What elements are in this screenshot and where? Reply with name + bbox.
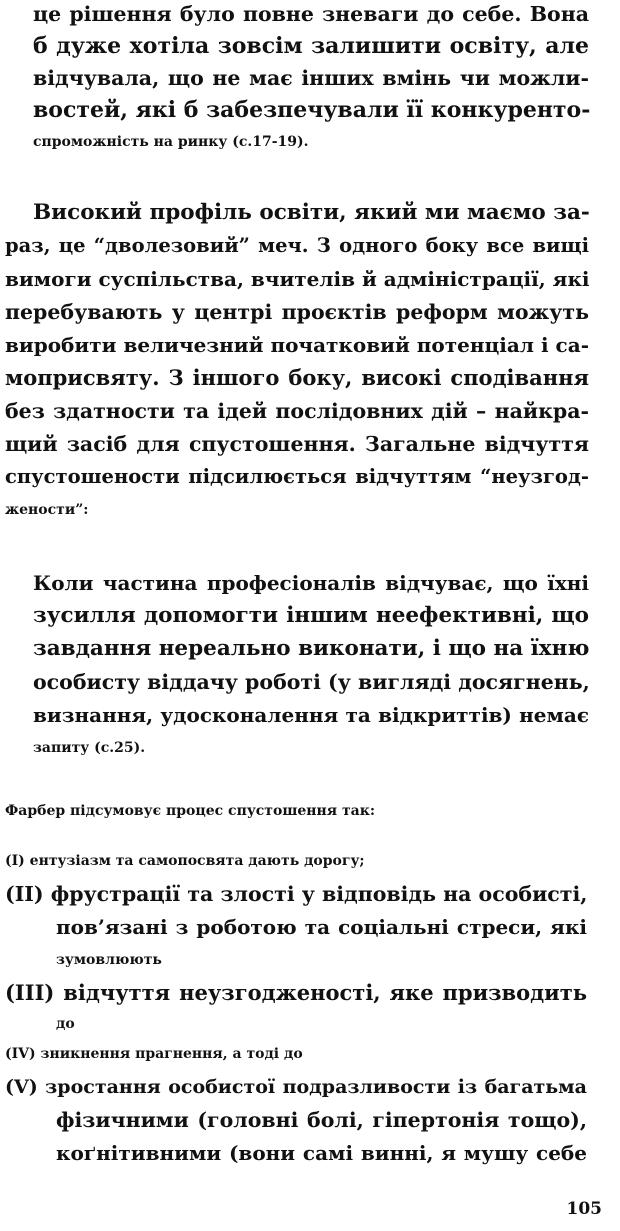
list-item: (I) ентузіазм та самопосвята дають дорогу; (5, 853, 365, 869)
text-line: щий засіб для спустошення. Загальне відчуття (5, 432, 589, 456)
text-line: Високий профіль освіти, який ми маємо за- (33, 200, 590, 225)
text-line: спроможність на ринку (с.17-19). (33, 134, 309, 150)
list-item-continuation: зумовлюють (56, 952, 162, 968)
page-number: 105 (566, 1199, 602, 1219)
text-line: відчувала, що не має інших вмінь чи можли- (33, 66, 589, 90)
list-item: (II) фрустрації та злості у відповідь на особисті, (5, 882, 588, 906)
list-item-continuation: до (56, 1016, 75, 1032)
text-line: раз, це “дволезовий” меч. З одного боку все вищі (5, 234, 589, 257)
list-item-continuation: пов’язані з роботою та соціальні стреси, які (56, 915, 587, 939)
list-item-continuation: фізичними (головні болі, гіпертонія тощо), (56, 1108, 587, 1132)
text-line: перебувають у центрі проєктів реформ можуть (5, 300, 589, 324)
list-item: (IV) зникнення прагнення, а тоді до (5, 1046, 303, 1062)
intro-line: Фарбер підсумовує процес спустошення так: (5, 803, 376, 819)
text-line: це рішення було повне зневаги до себе. Вона (33, 2, 589, 26)
quote-line: завдання нереально виконати, і що на їхню (33, 636, 590, 661)
text-line: мoприсвяту. З іншого боку, високі сподівання (5, 365, 589, 390)
quote-line: Коли частина професіоналів відчуває, що їхні (33, 571, 589, 595)
quote-line: запиту (с.25). (33, 740, 146, 756)
text-line: жености”: (5, 502, 89, 518)
text-line: востей, які б забезпечували її конкуренто- (33, 97, 591, 123)
list-item: (V) зростання особистої подразливости із багатьма (5, 1076, 587, 1098)
text-line: б дуже хотіла зовсім залишити освіту, але (33, 33, 589, 59)
text-line: вимоги суспільства, вчителів й адміністрації, які (5, 267, 590, 291)
quote-line: особисту віддачу роботі (у вигляді досягнень, (33, 670, 590, 694)
text-line: спустошености підсилюється відчуттям “неузгод- (5, 465, 589, 488)
list-item-continuation: коґнітивними (вони самі винні, я мушу себе (56, 1141, 587, 1165)
text-line: без здатности та ідей послідовних дій – найкра- (5, 399, 589, 423)
list-item: (III) відчуття неузгодженості, яке призводить (5, 980, 587, 1005)
quote-line: зусилля допомогти іншим неефективні, що (33, 603, 589, 628)
text-line: виробити величезний початковий потенціал і са- (5, 333, 589, 357)
quote-line: визнання, удосконалення та відкриттів) немає (33, 703, 589, 727)
